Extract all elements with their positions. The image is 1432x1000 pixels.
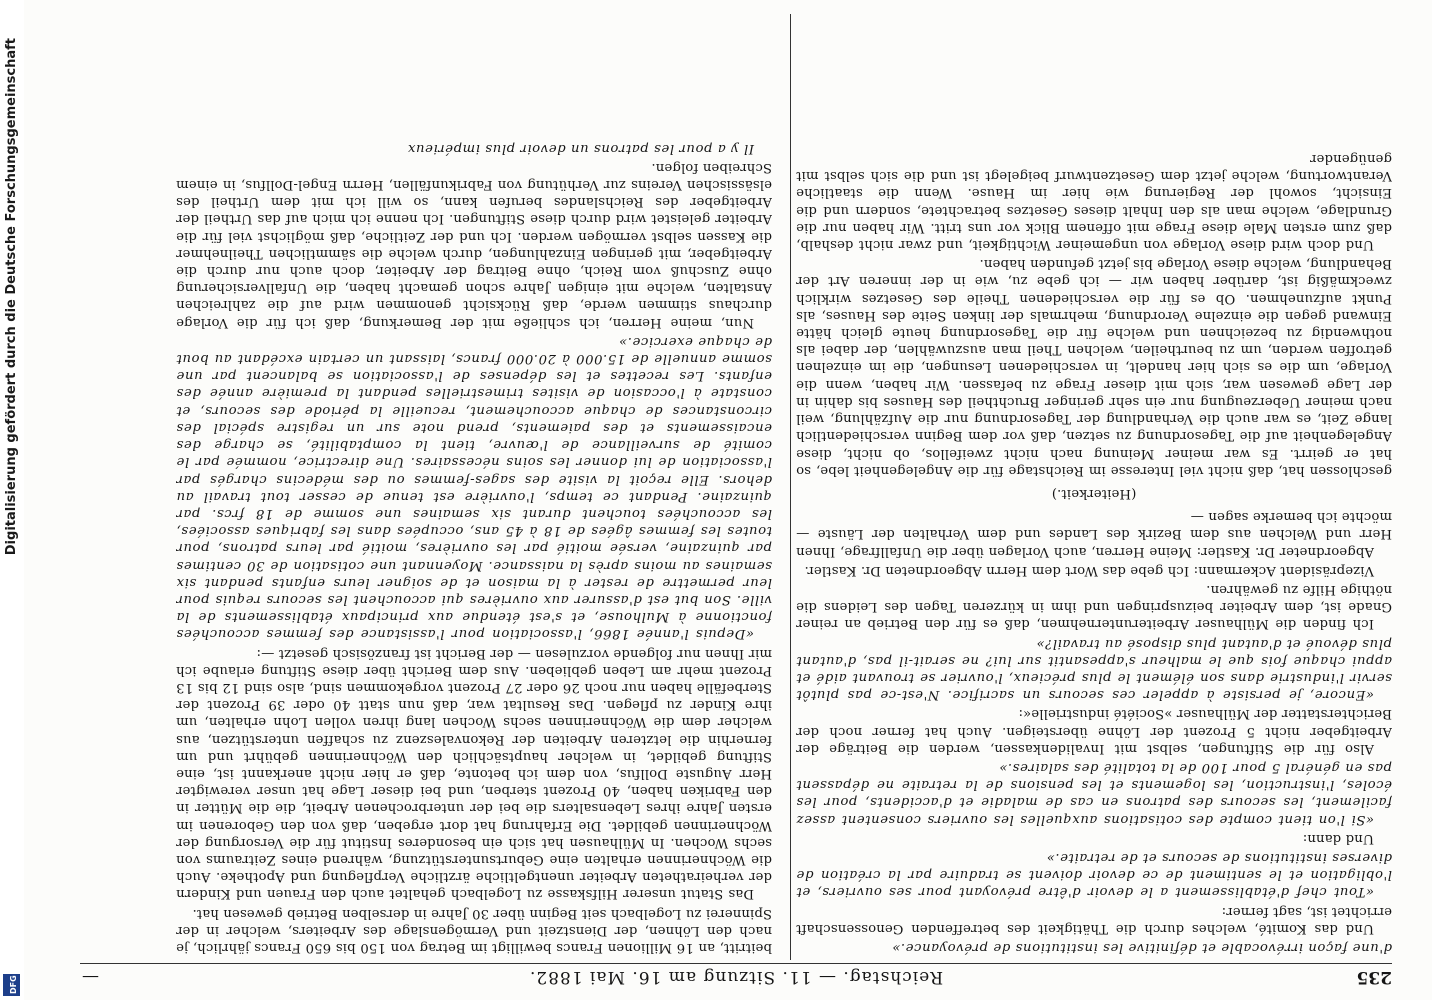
- interjection: (Heiterkeit.): [1051, 485, 1137, 501]
- session-title: Reichstag. — 11. Sitzung am 16. Mai 1882.: [528, 967, 944, 987]
- speaker-paragraph: Abgeordneter Dr. Kastler: Meine Herren, auch Vorlagen über die Unfallfrage, Ihnen Herr und Welchen aus dem Bezirk des Landes und dem Verhalten der Läuste — möchte ich bemerke sagen —: [796, 509, 1392, 559]
- paragraph: Il y a pour les patrons un devoir plus impérieux: [407, 140, 754, 156]
- column-divider: [790, 14, 791, 960]
- paragraph: Und dann:: [1302, 830, 1374, 846]
- paragraph: geschlossen hat, daß nicht viel Interesse im Reichstage für die Angelegenheit lebe, so hat er geirrt. Es war meiner Meinung nach nicht zweifellos, ob nicht, diese Angelegenheit auf die Tagesordnung zu setzen, daß vor dem Beginn verschiedentlich lange Zeit, es war auch die Verhandlung der Tagesordnung nur die Aufzählung, weil nach meiner Ueberzeugung nur ein sehr geringer Bruchtheil des Hauses bis dahin in der Lage gewesen war, sich mit dieser Frage zu befassen. Wir haben, wenn die Vorlage, um die es sich hier handelt, in verschiedenen Lesungen, die im einzelnen getroffen werden, um zu beurtheilen, welchen Theil man auszuwählen, der dabei als nothwendig zu bezeichnen und welche für die Tagesordnung heute gleich hätte Einwand gegen die einzelne Verordnung, mehrmals der linken Seite des Hauses, als Punkt aufzunehmen. Ob es für die verschiedenen Theile des Gesetzes wirklich zweckmäßig ist, darüber haben wir — ich gebe zu, wie in der inneren Art der Behandlung, welche diese Vorlage bis jetzt gefunden haben.: [796, 256, 1392, 478]
- header-dash: —: [80, 967, 99, 987]
- paragraph: Und das Komité, welches durch die Thätigkeit des betreffenden Genossenschaft errichtet ist, sagt ferner:: [796, 903, 1392, 936]
- paragraph: Ich finden die Mülhauser Arbeiterunternehmen, daß es für den Betrieb an reiner Gnade ist, dem Arbeiter beizuspringen und ihm in kürzeren Tagen des Leidens die nöthige Hilfe zu gewähren.: [796, 581, 1392, 632]
- digitization-stamp: [0, 0, 24, 1000]
- paragraph: Also für die Stiftungen, selbst mit Invalidenkassen, werden die Beiträge der Arbeitgeber nicht 5 Prozent der Löhne übersteigen. Auch hat ferner noch der Berichterstatter der Mülhauser »Société industrielle«:: [796, 706, 1392, 756]
- left-column: [796, 26, 1392, 956]
- dfg-logo-icon: DFG: [3, 974, 20, 996]
- running-head: [80, 963, 1392, 990]
- paragraph: d'une façon irrévocable et définitive les institutions de prévoyance.»: [891, 940, 1392, 955]
- paragraph: Und doch wird diese Vorlage von ungemeiner Wichtigkeit, und zwar nicht deshalb, daß zum ersten Male diese Frage mit offenem Blick vor uns tritt. Wir haben nur die Grundlage, welche man als den Inhalt dieses Gesetzes betrachtete, sondern und die Einsicht, sowohl der Regierung wie hier im Hause. Wenn die staatliche Verantwortung, welche jetzt dem Gesetzentwurf beigelegt ist und die sich selbst mit genügender: [796, 151, 1392, 253]
- paragraph: beitritt, an 16 Millionen Francs bewilligt im Betrag von 150 bis 650 Francs jährlich, je nach den Löhnen, der Dienstzeit und Vermögenslage des Arbeiters, welcher in der Spinnerei zu Logelbach seit Beginn über 30 Jahre in derselben Betrieb gewesen hat.: [176, 905, 772, 955]
- scanned-page-rotated: [34, 0, 1432, 1000]
- dfg-credit-text: Digitalisierung gefördert durch die Deutsche Forschungsgemeinschaft: [4, 38, 19, 556]
- paragraph: «Tout chef d'établissement a le devoir d'être prévoyant pour ses ouvriers, et l'obligation et le sentiment de ce devoir doivent se traduire par la création de diverses institutions de secours et de retraite.»: [796, 849, 1392, 900]
- speaker-paragraph: Vizepräsident Ackermann: Ich gebe das Wort dem Herrn Abgeordneten Dr. Kastler.: [804, 562, 1374, 578]
- paragraph: «Depuis l'année 1866, l'association pour l'assistance des femmes accouchées fonctionne à Mulhouse, et s'est étendue aux principaux établissements de la ville. Son but est d'assurer aux ouvrières qui accouchent les secours requis pour leur permettre de rester à la maison et de soigner leurs enfants pendant six semaines au moins après la naissance. Moyennant une cotisation de 30 centimes par quinzaine, versée moitié par les ouvrières, moitié par leurs patrons, pour toutes les femmes âgées de 18 à 45 ans, occupées dans les fabriques associées, les accouchées touchent durant six semaines une somme de 18 frcs. par quinzaine. Pendant ce temps, l'ouvrière est tenue de cesser tout travail au dehors. Elle reçoit la visite des sages-femmes ou des médecins chargés par l'association de lui donner les soins nécessaires. Une directrice, nommée par le comité de surveillance de l'œuvre, tient la comptabilité, se charge des encaissements et des paiements, prend note sur un registre spécial des circonstances de chaque accouchement, recueille la période des secours, et constate à l'occasion de visites trimestrielles pendant la première année des enfants. Les recettes et les dépenses de l'association se balancent par une somme annuelle de 15.000 à 20.000 francs, laissant un certain excédant au bout de chaque exercice.»: [176, 333, 772, 642]
- right-column: [176, 26, 772, 956]
- paragraph: «Encore, je persiste à appeler ces secours un sacrifice. N'est-ce pas plutôt servir l'industrie dans son élément le plus précieux, l'ouvrier se trouvant aidé et appui chaque fois que le malheur s'appesantit sur lui? ne serait-il pas, d'autant plus dévoué et d'autant plus disposé au travail?»: [796, 635, 1392, 703]
- scanned-page-wrapper: [34, 0, 1432, 1000]
- paragraph: «Si l'on tient compte des cotisations auxquelles les ouvriers consentent assez facilement, les secours des patrons en cas de maladie et d'accidents, pour les écoles, l'instruction, les logements et les pensions de la retraite ne dépassent pas en général 5 pour 100 de la totalité des salaires.»: [796, 759, 1392, 827]
- page-number: 235: [1356, 967, 1392, 987]
- paragraph: Das Statut unserer Hilfskasse zu Logelbach gehaltet auch den Frauen und Kindern der verheiratheten Arbeiter unentgeltliche ärztliche Verpflegung und Apotheke. Auch die Wöchnerinnen erhalten eine Geburtsunterstützung, während eines Zeitraums von sechs Wochen. In Mülhausen hat sich ein besonderes Institut für die Versorgung der Wöchnerinnen gebildet. Die Erfahrung hat dort ergeben, daß von den Geborenen im ersten Jahre ihres Lebensalters die bei der unterbrochenen Arbeit, die die Mütter in den Fabriken haben, 40 Prozent sterben, und bei dieser Lage hat unser verewigter Herr Auguste Dollfus, von dem ich betonte, daß er hier nicht anerkannt ist, eine Stiftung gebildet, in welcher hauptsächlich den Wöchnerinnen gebührt und um fernerhin die letzteren Arbeiten der Rekonvaleszenz zu schaffen unterstützen, aus welcher dem die Wöchnerinnen sechs Wochen lang ihren vollen Lohn erhalten, um ihre Kinder zu pflegen. Das Resultat war, daß nun statt 40 oder 39 Prozent der Sterbefälle haben nur noch 26 oder 27 Prozent vorgekommen sind, also sind 12 bis 13 Prozent mehr am Leben geblieben. Aus dem Bericht über diese Stiftung erlaube ich mir Ihnen nur folgende vorzulesen — der Bericht ist französisch gesetzt —:: [176, 645, 772, 902]
- paragraph: Nun, meine Herren, ich schließe mit der Bemerkung, daß ich für die Vorlage durchaus stimmen werde, daß Rücksicht genommen wird auf die zahlreichen Anstalten, welche mit einigen Jahre schon gemacht haben, die Unfallversicherung ohne Zuschuß vom Reich, ohne Beitrag der Arbeiter, doch auch nur durch die Arbeitgeber, mit geringen Einzahlungen, durch welche die sämmtlichen Theilnehmer die Kassen selbst vermögen werden. Ich und der Zeitliche, daß möglichst viel für die Arbeiter geleistet wird durch diese Stiftungen. Ich nenne ich mich auf das Urtheil der Arbeitgeber des Reichslandes berufen kann, so will ich mit dem Urtheil des elsässischen Vereins zur Verhütung von Fabrikunfällen, Herrn Engel-Dollfus, in einem Schreiben folgen.: [176, 159, 772, 330]
